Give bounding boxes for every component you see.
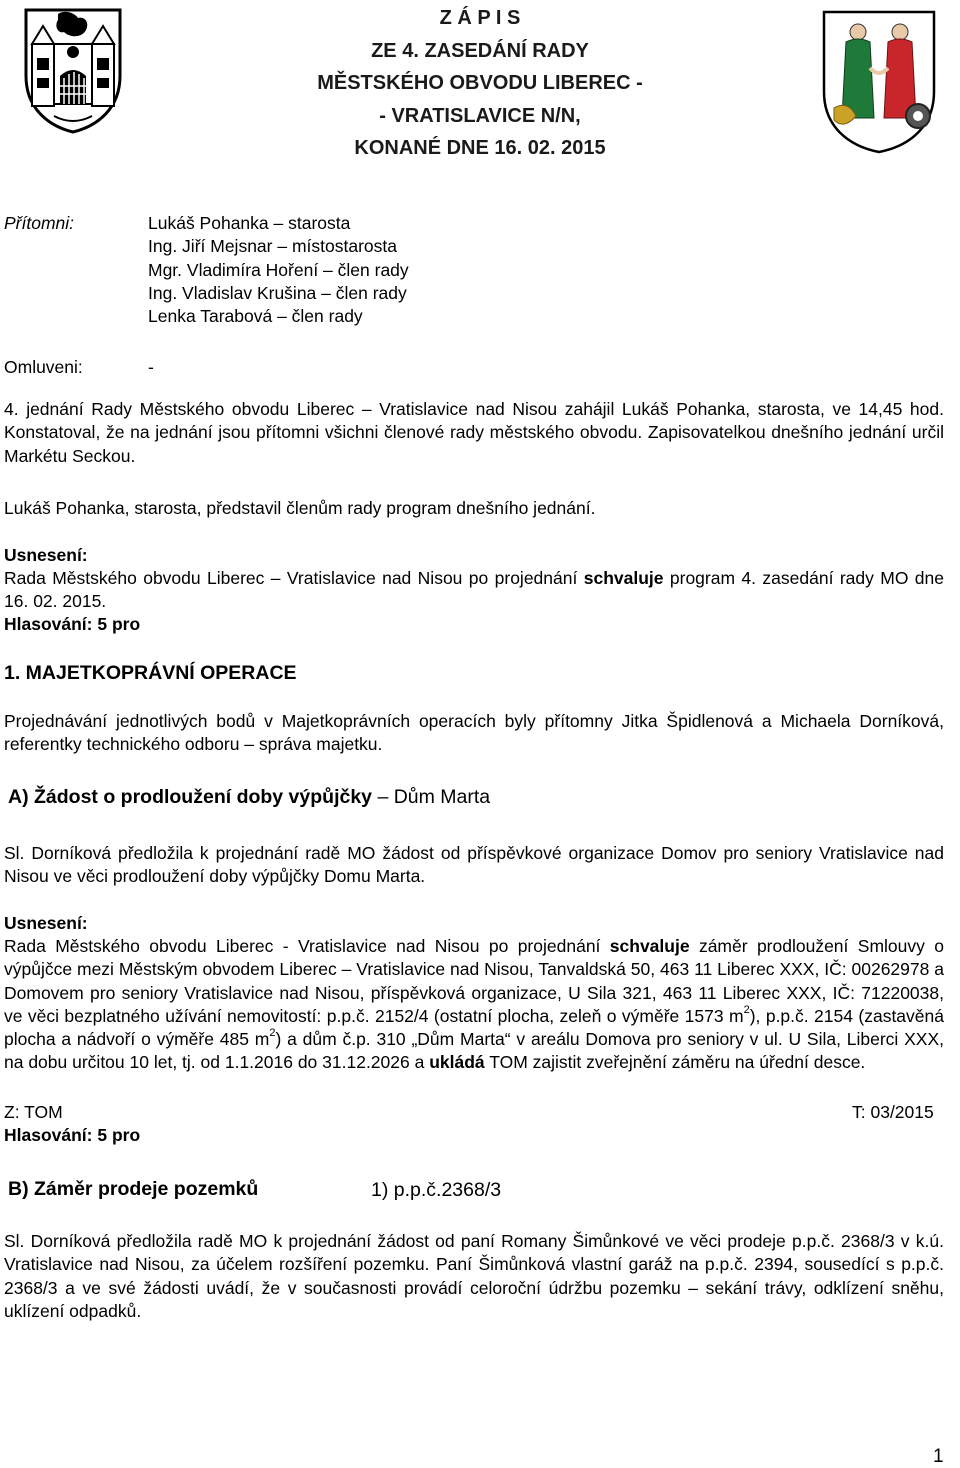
item-a-heading — [8, 784, 490, 810]
resolution-text-part: záměr prodloužení Smlouvy o výpůjčce mezi Městským obvodem Liberec – Vratislavice nad Nisou, Tanvaldská 50, 463 11 Liberec XXX, IČ: 00262978 a Domovem pro seniory Vratislavice nad Nisou, příspěvková organizace, U Sila 321, 463 11 Liberec XXX, IČ: 71220038, ve věci bezplatného užívání nemovitostí: p.p.č. 2152/4 (ostatní plocha, zeleň o výměře 1573 m — [4, 936, 944, 1026]
document-title — [220, 2, 740, 165]
resolution-text-part: Rada Městského obvodu Liberec – Vratislavice nad Nisou po projednání — [4, 568, 584, 588]
excused-label: Omluveni: — [4, 357, 83, 377]
present-member: Ing. Jiří Mejsnar – místostarosta — [148, 236, 397, 257]
resolution-program-text — [4, 567, 944, 614]
resolution-text-part: program 4. zasedání rady MO dne 16. 02. 2015. — [4, 568, 945, 612]
item-b-subtitle: 1) p.p.č.2368/3 — [371, 1179, 502, 1201]
present-member: Lukáš Pohanka – starosta — [148, 213, 351, 233]
title-line-4: - VRATISLAVICE N/N, — [379, 104, 581, 127]
item-b-text: Sl. Dorníková předložila radě MO k projednání žádost od paní Romany Šimůnkové ve věci prodeje p.p.č. 2368/3 v k.ú. Vratislavice nad Nisou, za účelem rozšíření pozemku. Paní Šimůnková vlastní garáž na p.p.č. 2394, sousedící s p.p.č. 2368/3 a ve své žádosti uvádí, že v současnosti provádí celoroční údržbu pozemku – sekání trávy, odklízení sněhu, uklízení odpadků. — [4, 1231, 944, 1321]
resolution-verb: ukládá — [429, 1052, 485, 1073]
resolution-text-part: ), p.p.č. 2154 (zastavěná plocha a nádvoří o výměře 485 m — [4, 1005, 944, 1050]
item-a-subtitle: – Dům Marta — [372, 786, 491, 808]
resolution-text-part: TOM zajistit zveřejnění záměru na úřední desce. — [484, 1052, 866, 1073]
present-label: Přítomni: — [4, 213, 75, 233]
liberec-coat-of-arms — [18, 4, 128, 134]
program-paragraph: Lukáš Pohanka, starosta, představil členům rady program dnešního jednání. — [4, 498, 596, 518]
present-list — [148, 212, 409, 328]
vote-result: Hlasování: 5 pro — [4, 614, 141, 634]
vratislavice-coat-of-arms — [820, 8, 938, 156]
item-a-resolution — [4, 935, 944, 1075]
resolution-verb: schvaluje — [609, 936, 690, 956]
superscript: 2 — [269, 1027, 276, 1040]
item-b-title: B) Záměr prodeje pozemků — [8, 1178, 259, 1200]
title-line-3: MĚSTSKÉHO OBVODU LIBEREC - — [317, 72, 643, 94]
deadline: T: 03/2015 — [852, 1102, 934, 1122]
resolution-text-part: Rada Městského obvodu Liberec - Vratislavice nad Nisou po projednání — [4, 936, 610, 956]
intro-paragraph: 4. jednání Rady Městského obvodu Liberec – Vratislavice nad Nisou zahájil Lukáš Pohanka, starosta, ve 14,45 hod. Konstatoval, že na jednání jsou přítomni všichni členové rady městského obvodu. Zapisovatelkou dnešního jednání určil Markétu Seckou. — [4, 399, 944, 466]
excused-value: - — [148, 357, 154, 377]
title-line-5: KONANÉ DNE 16. 02. 2015 — [354, 137, 606, 159]
page-number: 1 — [933, 1446, 944, 1467]
vote-result: Hlasování: 5 pro — [4, 1125, 141, 1145]
section-heading: 1. MAJETKOPRÁVNÍ OPERACE — [4, 662, 297, 684]
present-member: Mgr. Vladimíra Hoření – člen rady — [148, 259, 409, 280]
present-member: Ing. Vladislav Krušina – člen rady — [148, 282, 407, 303]
present-member: Lenka Tarabová – člen rady — [148, 306, 363, 327]
section-intro: Projednávání jednotlivých bodů v Majetkoprávních operacích byly přítomny Jitka Špidlenová a Michaela Dorníková, referentky technického odboru – správa majetku. — [4, 711, 944, 755]
superscript: 2 — [743, 1004, 750, 1017]
responsible-party: Z: TOM — [4, 1102, 63, 1122]
item-a-title: A) Žádost o prodloužení doby výpůjčky — [8, 786, 373, 808]
resolution-verb: schvaluje — [583, 568, 664, 588]
title-line-2: ZE 4. ZASEDÁNÍ RADY — [371, 39, 589, 62]
resolution-text-part: ) a dům č.p. 310 „Dům Marta“ v areálu Domova pro seniory v ul. U Sila, Liberci XXX, na dobu určitou 10 let, tj. od 1.1.2016 do 31.12.2026 a — [4, 1029, 944, 1073]
title-line-1: Z Á P I S — [439, 7, 521, 29]
item-a-text: Sl. Dorníková předložila k projednání radě MO žádost od příspěvkové organizace Domov pro seniory Vratislavice nad Nisou ve věci prodloužení doby výpůjčky Domu Marta. — [4, 843, 944, 887]
resolution-label: Usnesení: — [4, 545, 88, 565]
resolution-label: Usnesení: — [4, 913, 88, 933]
